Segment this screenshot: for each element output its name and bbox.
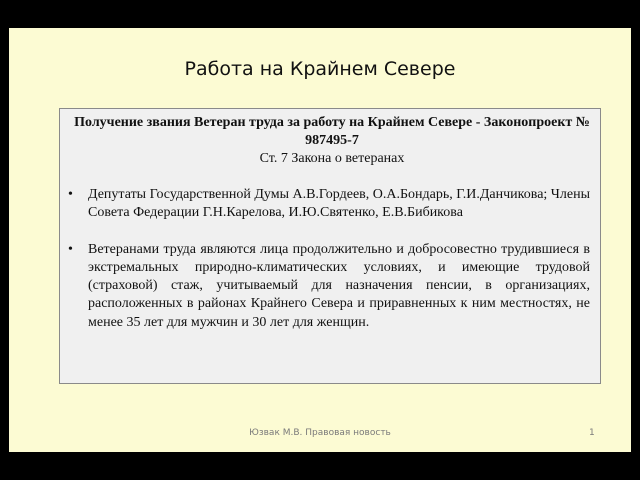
bullet-text: Депутаты Государственной Думы А.В.Гордеев, О.А.Бондарь, Г.И.Данчикова; Члены Совета Федерации Г.Н.Карелова, И.Ю.Святенко, Е.В.Бибикова: [88, 187, 590, 221]
bullet-text: Ветеранами труда являются лица продолжительно и добросовестно трудившиеся в экстремальных природно-климатических условиях, и имеющие трудовой (страховой) стаж, учитываемый для назначения пенсии, в организациях, расположенных в районах Крайнего Севера и приравненных к ним местностях, не менее 35 лет для мужчин и 30 лет для женщин.: [88, 241, 590, 330]
page-number: 1: [589, 428, 595, 438]
bullet-icon: •: [68, 187, 73, 202]
slide: [9, 28, 631, 452]
content-box: [59, 108, 601, 384]
bullet-item: [68, 241, 590, 332]
box-subheading: Ст. 7 Закона о ветеранах: [259, 151, 405, 166]
bullet-item: [68, 186, 590, 223]
slide-title: Работа на Крайнем Севере: [184, 58, 456, 80]
bullet-list: [68, 186, 590, 332]
bullet-icon: •: [68, 241, 73, 257]
footer-text: Юзвак М.В. Правовая новость: [249, 428, 391, 438]
box-heading: Получение звания Ветеран труда за работу на Крайнем Севере - Законопроект № 987495-7: [74, 115, 590, 148]
